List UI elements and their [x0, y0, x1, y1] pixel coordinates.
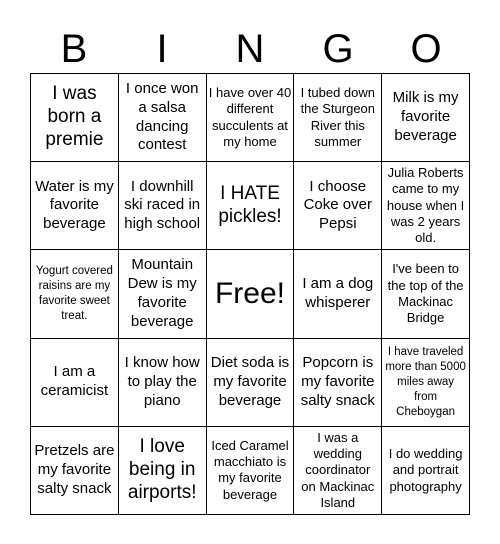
- bingo-square[interactable]: Water is my favorite beverage: [31, 162, 119, 250]
- bingo-header: [30, 24, 470, 74]
- bingo-square[interactable]: I have over 40 different succulents at my home: [207, 74, 295, 162]
- bingo-square[interactable]: I once won a salsa dancing contest: [119, 74, 207, 162]
- bingo-square[interactable]: Iced Caramel macchiato is my favorite beverage: [207, 427, 295, 515]
- bingo-square[interactable]: I tubed down the Sturgeon River this summer: [294, 74, 382, 162]
- bingo-square[interactable]: Milk is my favorite beverage: [382, 74, 470, 162]
- header-letter-b: B: [60, 27, 88, 71]
- bingo-square[interactable]: I HATE pickles!: [207, 162, 295, 250]
- bingo-square[interactable]: I downhill ski raced in high school: [119, 162, 207, 250]
- bingo-square[interactable]: I am a ceramicist: [31, 339, 119, 427]
- bingo-square[interactable]: I was born a premie: [31, 74, 119, 162]
- header-letter-i: I: [156, 27, 168, 71]
- bingo-square[interactable]: I love being in airports!: [119, 427, 207, 515]
- bingo-square[interactable]: Mountain Dew is my favorite beverage: [119, 250, 207, 338]
- bingo-square[interactable]: Julia Roberts came to my house when I was 2 years old.: [382, 162, 470, 250]
- bingo-square[interactable]: I know how to play the piano: [119, 339, 207, 427]
- bingo-square[interactable]: I do wedding and portrait photography: [382, 427, 470, 515]
- header-letter-g: G: [322, 27, 354, 71]
- bingo-square[interactable]: Pretzels are my favorite salty snack: [31, 427, 119, 515]
- header-letter-n: N: [235, 27, 265, 71]
- bingo-card: [30, 73, 470, 515]
- bingo-square[interactable]: I choose Coke over Pepsi: [294, 162, 382, 250]
- bingo-square[interactable]: Yogurt covered raisins are my favorite sweet treat.: [31, 250, 119, 338]
- bingo-square[interactable]: Popcorn is my favorite salty snack: [294, 339, 382, 427]
- bingo-square[interactable]: Diet soda is my favorite beverage: [207, 339, 295, 427]
- bingo-square[interactable]: I am a dog whisperer: [294, 250, 382, 338]
- header-letter-o: O: [410, 27, 442, 71]
- bingo-square[interactable]: I have traveled more than 5000 miles away from Cheboygan: [382, 339, 470, 427]
- bingo-square[interactable]: I've been to the top of the Mackinac Bridge: [382, 250, 470, 338]
- bingo-square[interactable]: I was a wedding coordinator on Mackinac Island: [294, 427, 382, 515]
- free-square[interactable]: Free!: [207, 250, 295, 338]
